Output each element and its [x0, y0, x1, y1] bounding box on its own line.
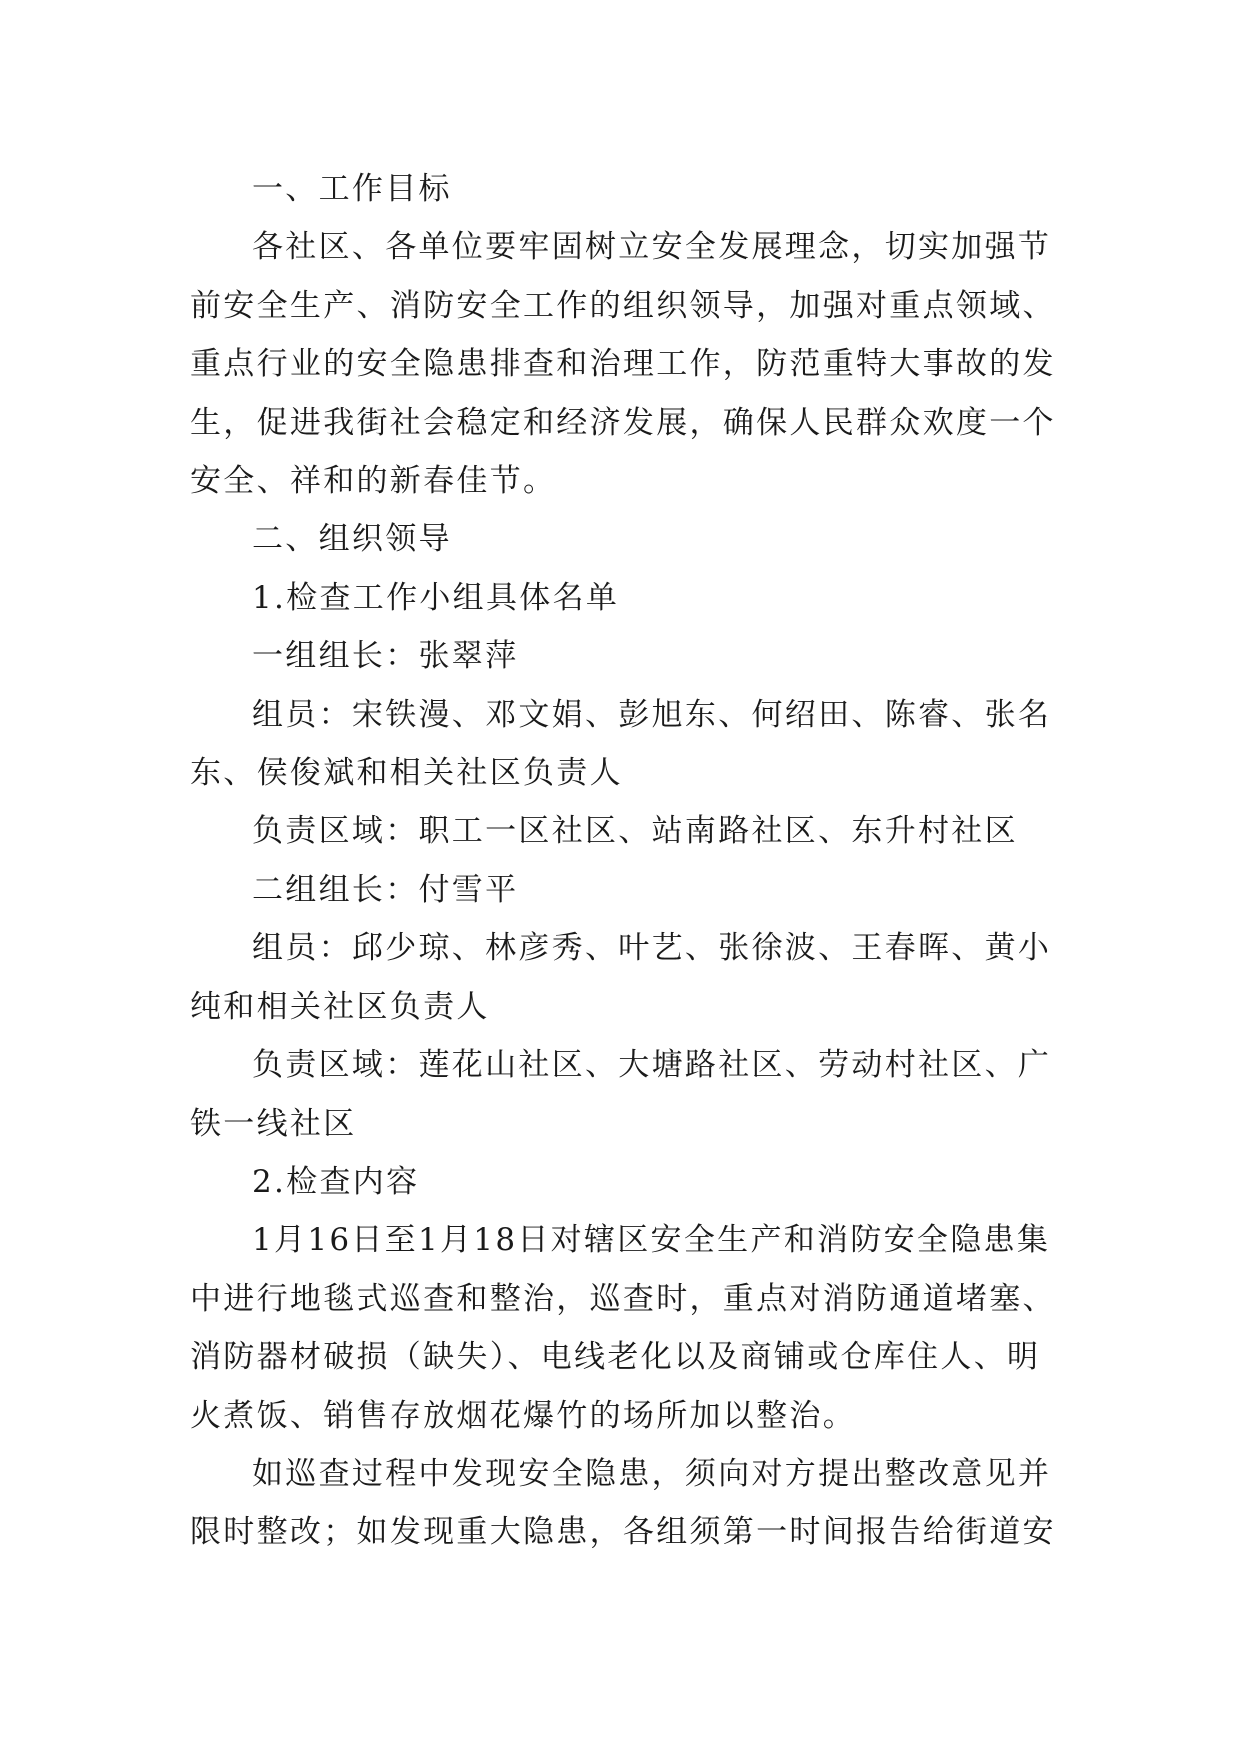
paragraph-hazard-handling: 如巡查过程中发现安全隐患，须向对方提出整改意见并限时整改；如发现重大隐患，各组须第一时间报告给街道安 — [190, 1455, 1056, 1551]
group-two-area: 负责区域：莲花山社区、大塘路社区、劳动村社区、广铁一线社区 — [190, 1047, 1052, 1142]
subheading-inspection-content: 2.检查内容 — [252, 1163, 420, 1200]
group-one-members: 组员：宋铁漫、邓文娟、彭旭东、何绍田、陈睿、张名东、侯俊斌和相关社区负责人 — [190, 696, 1052, 792]
group-one-leader: 一组组长：张翠萍 — [252, 638, 519, 675]
subheading-team-list: 1.检查工作小组具体名单 — [252, 579, 620, 616]
group-two-leader: 二组组长：付雪平 — [252, 871, 519, 908]
paragraph-goal-description: 各社区、各单位要牢固树立安全发展理念，切实加强节前安全生产、消防安全工作的组织领导，加强对重点领域、重点行业的安全隐患排查和治理工作，防范重特大事故的发生，促进我街社会稳定和经济发展，确保人民群众欢度一个安全、祥和的新春佳节。 — [190, 229, 1056, 500]
document-body — [190, 160, 1070, 1562]
heading-organization: 二、组织领导 — [252, 521, 452, 558]
group-one-area: 负责区域：职工一区社区、站南路社区、东升村社区 — [252, 813, 1018, 850]
paragraph-inspection-details: 1月16日至1月18日对辖区安全生产和消防安全隐患集中进行地毯式巡查和整治，巡查时，重点对消防通道堵塞、消防器材破损（缺失）、电线老化以及商铺或仓库住人、明火煮饭、销售存放烟花爆竹的场所加以整治。 — [190, 1222, 1056, 1434]
group-two-members: 组员：邱少琼、林彦秀、叶艺、张徐波、王春晖、黄小纯和相关社区负责人 — [190, 930, 1052, 1025]
heading-work-goal: 一、工作目标 — [252, 171, 452, 207]
